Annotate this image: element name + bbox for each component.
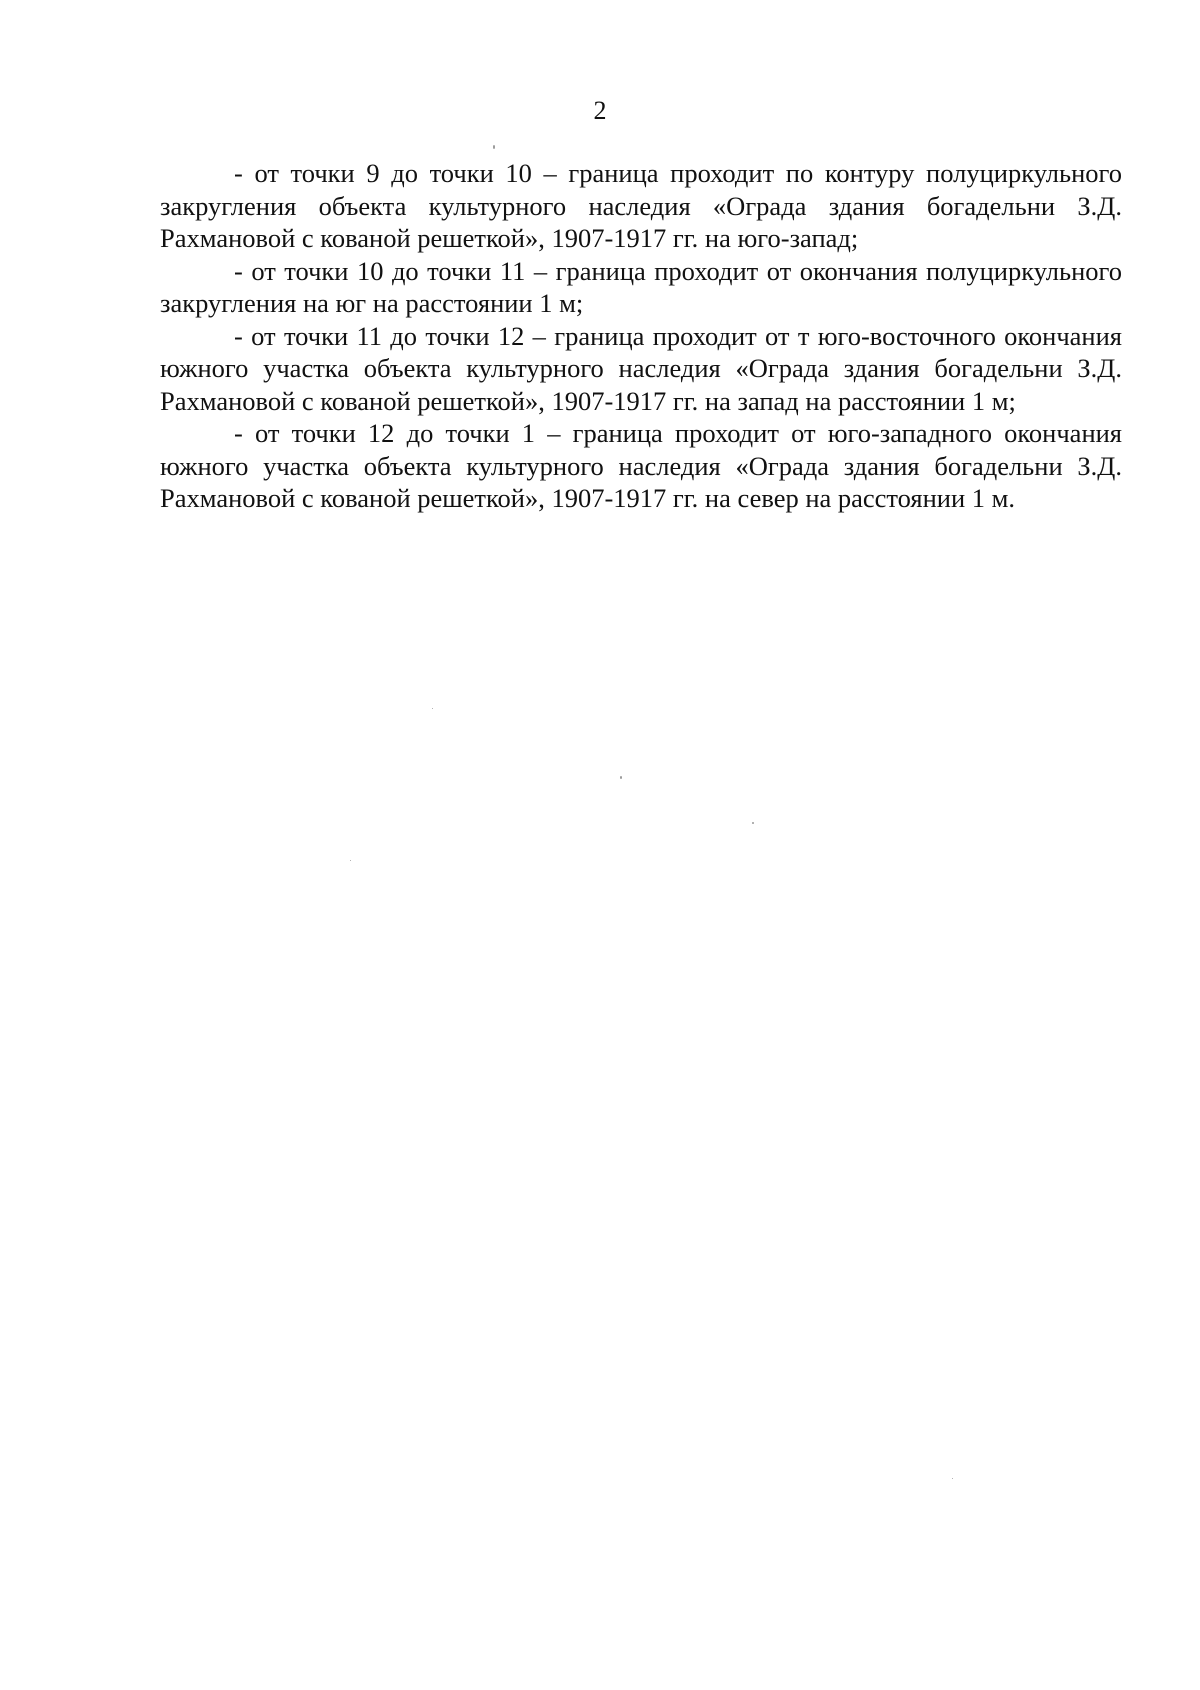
- document-body: [160, 157, 1122, 515]
- paragraph-point-10-11: - от точки 10 до точки 11 – граница проходит от окончания полуциркульного закругления на юг на расстоянии 1 м;: [160, 255, 1122, 318]
- scan-speck: [620, 776, 622, 779]
- paragraph-point-9-10: - от точки 9 до точки 10 – граница проходит по контуру полуциркульного закругления объекта культурного наследия «Ограда здания богадельни З.Д. Рахмановой с кованой решеткой», 1907-1917 гг. на юго-запад;: [160, 158, 1122, 253]
- scan-speck: [493, 145, 495, 149]
- paragraph-point-12-1: - от точки 12 до точки 1 – граница проходит от юго-западного окончания южного участка объекта культурного наследия «Ограда здания богадельни З.Д. Рахмановой с кованой решеткой», 1907-1917 гг. на север на расстоянии 1 м.: [160, 418, 1122, 513]
- paragraph-point-11-12: - от точки 11 до точки 12 – граница проходит от т юго-восточного окончания южного участка объекта культурного наследия «Ограда здания богадельни З.Д. Рахмановой с кованой решеткой», 1907-1917 гг. на запад на расстоянии 1 м;: [160, 320, 1122, 416]
- scan-speck: [432, 708, 433, 709]
- scan-speck: [952, 1478, 953, 1479]
- scan-speck: [350, 860, 351, 861]
- page-number: 2: [593, 96, 607, 125]
- scan-speck: [752, 822, 754, 824]
